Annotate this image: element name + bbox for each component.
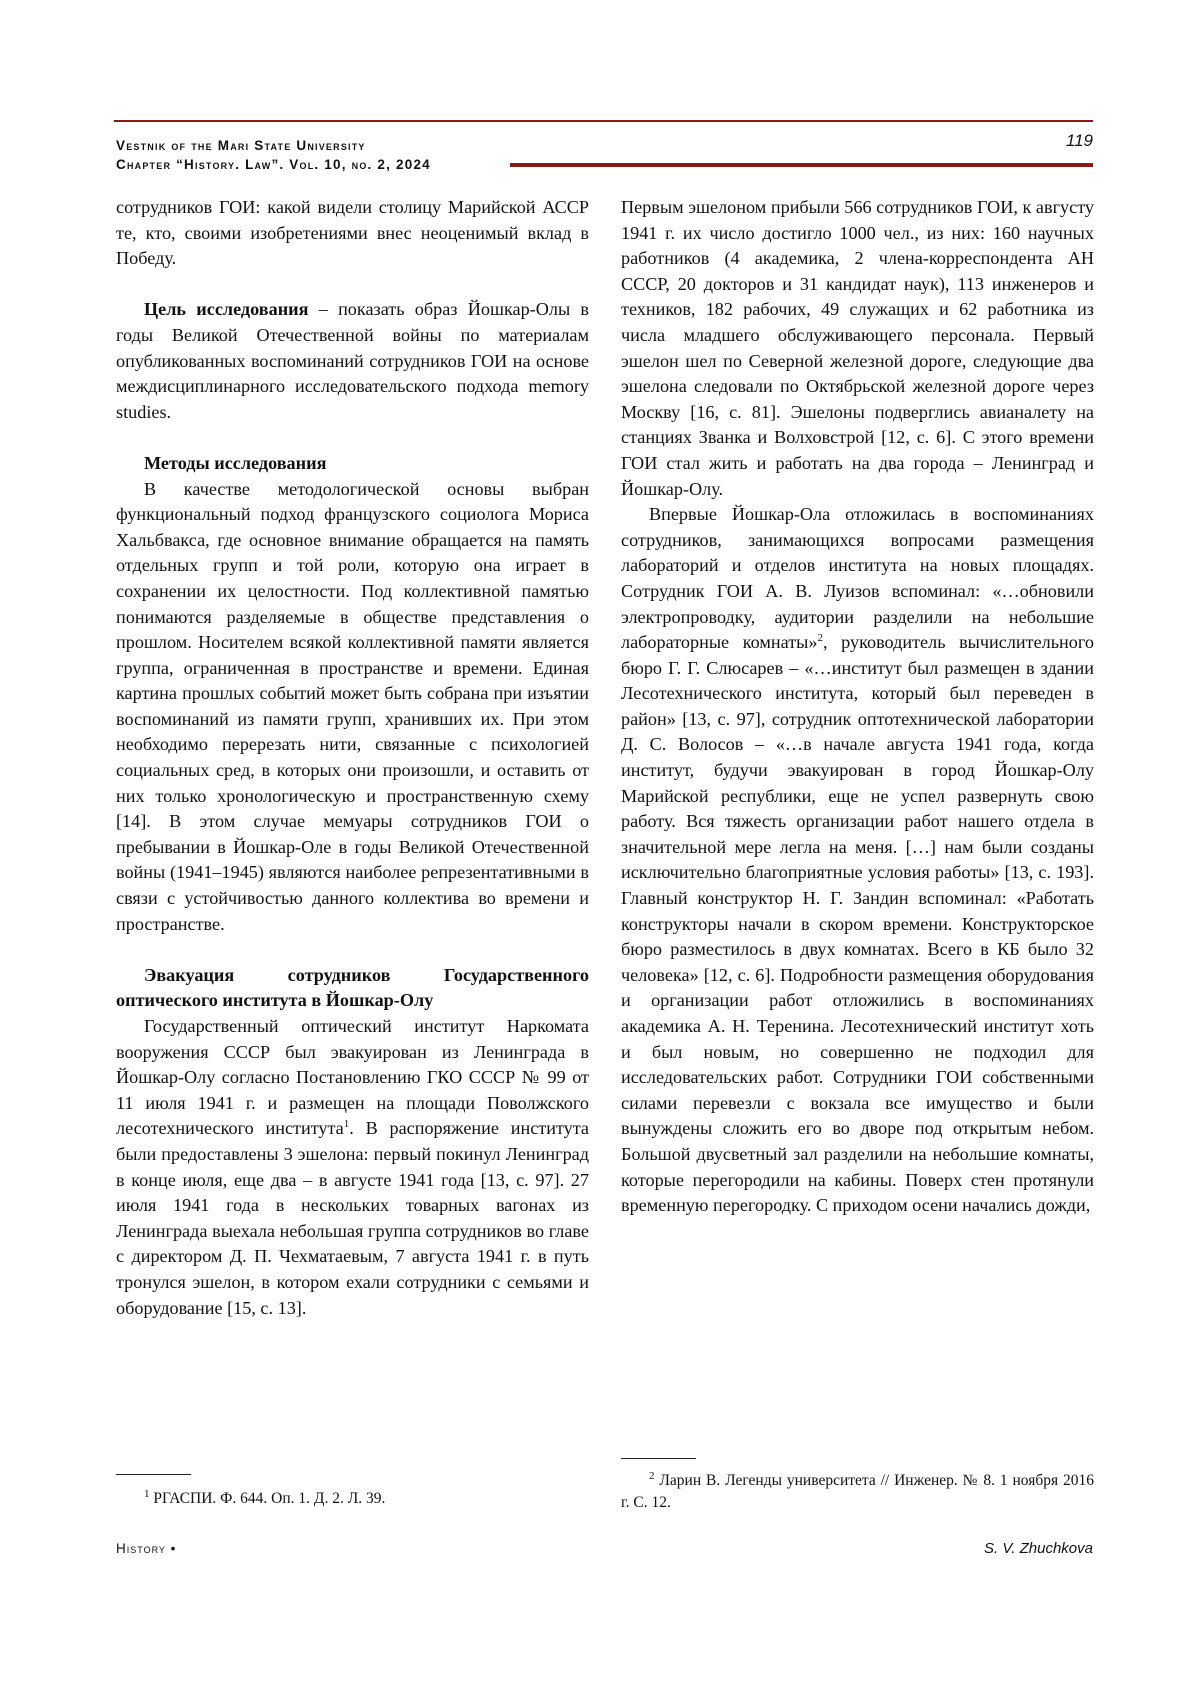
footnote-text: Ларин В. Легенды университета // Инженер. № 8. 1 ноября 2016 г. С. 12. bbox=[621, 1472, 1094, 1511]
paragraph-goal bbox=[116, 297, 589, 425]
evacuation-text-a: Государственный оптический институт Наркомата вооружения СССР был эвакуирован из Ленинграда в Йошкар-Олу согласно Постановлению ГКО СССР № 99 от 11 июля 1941 г. и размещен на площади Поволжского лесотехнического института bbox=[116, 1016, 589, 1139]
footnote-mark: 2 bbox=[649, 1469, 655, 1482]
paragraph-evacuation bbox=[116, 1014, 589, 1321]
footnote-divider bbox=[621, 1458, 696, 1459]
paragraph: В качестве методологической основы выбран функциональный подход французского социолога Мориса Хальбвакса, где основное внимание обращается на память отдельных групп и той роли, которую она играет в сохранении их целостности. Под коллективной памятью понимаются разделяемые в обществе представления о прошлом. Носителем всякой коллективной памяти является группа, ограниченная в пространстве и времени. Единая картина прошлых событий может быть собрана при изъятии воспоминаний из памяти групп, хранивших их. При этом необходимо перерезать нити, связанные с психологией социальных сред, в которых они произошли, и оставить от них только хронологическую и пространственную схему [14]. В этом случае мемуары сотрудников ГОИ о пребывании в Йошкар-Оле в годы Великой Отечественной войны (1941–1945) являются наиболее репрезентативными в связи с устойчивостью данного коллектива во времени и пространстве. bbox=[116, 478, 589, 934]
footnote-ref-1: 1 bbox=[343, 1118, 350, 1131]
header-top-rule bbox=[114, 120, 1093, 122]
footnote-2 bbox=[621, 1470, 1094, 1514]
footer-section: History • bbox=[116, 1541, 177, 1556]
paragraph-memories bbox=[621, 502, 1094, 1219]
goal-label: Цель исследования bbox=[144, 299, 309, 320]
journal-title: Vestnik of the Mari State University bbox=[116, 138, 366, 153]
page-number: 119 bbox=[1065, 131, 1093, 150]
header-accent-bar bbox=[510, 163, 1093, 167]
footnote-ref-2: 2 bbox=[817, 632, 823, 645]
footnote-text: РГАСПИ. Ф. 644. Оп. 1. Д. 2. Л. 39. bbox=[149, 1490, 386, 1507]
footnote-1 bbox=[116, 1488, 589, 1510]
footnote-mark: 1 bbox=[144, 1487, 150, 1500]
section-heading-methods: Методы исследования bbox=[144, 452, 327, 473]
footer-author: S. V. Zhuchkova bbox=[984, 1540, 1093, 1557]
footnote-divider bbox=[116, 1474, 191, 1475]
memories-text-a: Впервые Йошкар-Ола отложилась в воспоминаниях сотрудников, занимающихся вопросами размещения лабораторий и отделов института на новых площадях. Сотрудник ГОИ А. В. Луизов вспоминал: «…обновили электропроводку, аудитории разделили на небольшие лабораторные комнаты» bbox=[621, 504, 1094, 653]
journal-chapter: Chapter “History. Law”. Vol. 10, no. 2, 2024 bbox=[116, 157, 431, 172]
paragraph: сотрудников ГОИ: какой видели столицу Марийской АССР те, кто, своими изобретениями внес неоценимый вклад в Победу. bbox=[116, 197, 589, 269]
right-column bbox=[621, 195, 1094, 1219]
paragraph: Первым эшелоном прибыли 566 сотрудников ГОИ, к августу 1941 г. их число достигло 1000 чел., из них: 160 научных работников (4 академика, 2 члена-корреспондента АН СССР, 20 докторов и 31 кандидат наук), 113 инженеров и техников, 182 рабочих, 49 служащих и 62 работника из числа младшего обслуживающего персонала. Первый эшелон шел по Северной железной дороге, следующие два эшелона следовали по Октябрьской железной дороге через Москву [16, с. 81]. Эшелоны подверглись авианалету на станциях Званка и Волховстрой [12, с. 6]. С этого времени ГОИ стал жить и работать на два города – Ленинград и Йошкар-Олу. bbox=[621, 197, 1094, 499]
section-heading-evacuation: Эвакуация сотрудников Государственного оптического института в Йошкар-Олу bbox=[116, 964, 589, 1011]
goal-text: – показать образ Йошкар-Олы в годы Великой Отечественной войны по материалам опубликованных воспоминаний сотрудников ГОИ на основе междисциплинарного исследовательского подхода memory studies. bbox=[116, 299, 589, 422]
left-column bbox=[116, 195, 589, 1321]
evacuation-text-b: . В распоряжение института были предоставлены 3 эшелона: первый покинул Ленинград в конце июля, еще два – в августе 1941 года [13, с. 97]. 27 июля 1941 года в нескольких товарных вагонах из Ленинграда выехала небольшая группа сотрудников во главе с директором Д. П. Чехматаевым, 7 августа 1941 г. в путь тронулся эшелон, в котором ехали сотрудники с семьями и оборудование [15, с. 13]. bbox=[116, 1118, 589, 1318]
memories-text-b: , руководитель вычислительного бюро Г. Г. Слюсарев – «…институт был размещен в здании Лесотехнического института, который был переведен в район» [13, с. 97], сотрудник оптотехнической лаборатории Д. С. Волосов – «…в начале августа 1941 года, когда институт, будучи эвакуирован в город Йошкар-Олу Марийской республики, еще не успел развернуть свою работу. Вся тяжесть организации работ нашего отдела в значительной мере легла на меня. […] нам были созданы исключительно благоприятные условия работы» [13, с. 193]. Главный конструктор Н. Г. Зандин вспоминал: «Работать конструкторы начали в скором времени. Конструкторское бюро разместилось в двух комнатах. Всего в КБ было 32 человека» [12, с. 6]. Подробности размещения оборудования и организации работ отложились в воспоминаниях академика А. Н. Теренина. Лесотехнический институт хоть и был новым, но совершенно не подходил для исследовательских работ. Сотрудники ГОИ собственными силами перевезли с вокзала все имущество и были вынуждены сложить его во дворе под открытым небом. Большой двусветный зал разделили на небольшие комнаты, которые перегородили на кабины. Поверх стен протянули временную перегородку. С приходом осени начались дожди, bbox=[621, 632, 1094, 1216]
